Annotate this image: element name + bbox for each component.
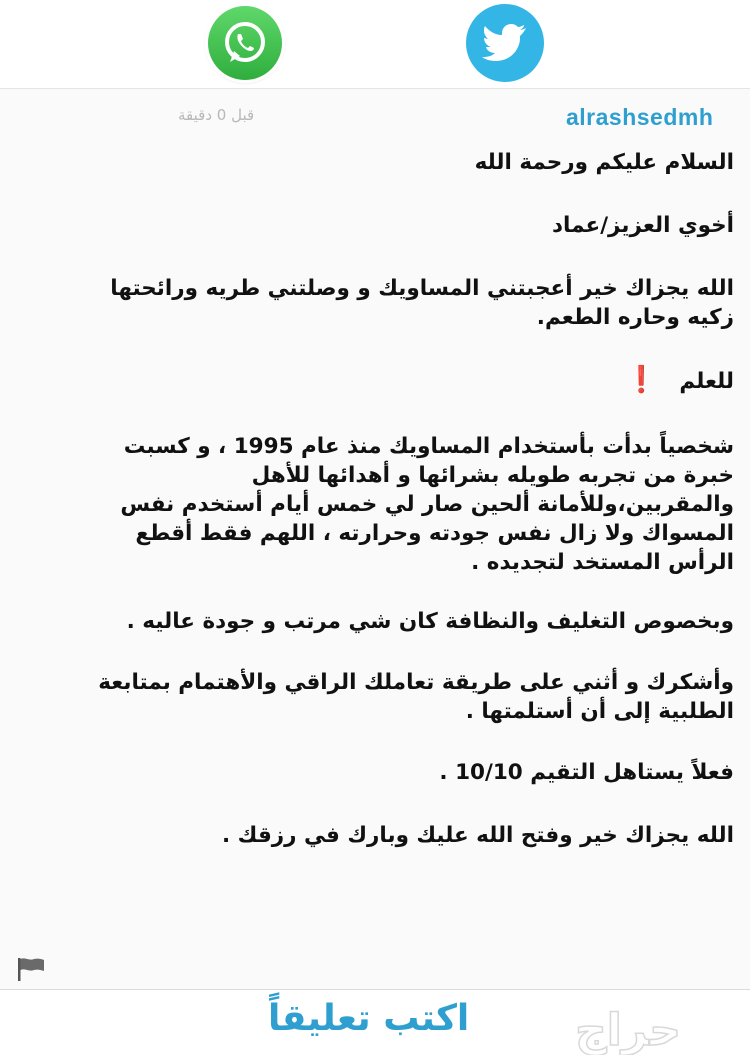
- comment-paragraph: وبخصوص التغليف والنظافة كان شي مرتب و جودة عاليه .: [126, 609, 734, 634]
- whatsapp-share-button[interactable]: [208, 6, 282, 80]
- twitter-share-button[interactable]: [466, 4, 544, 82]
- comment-paragraph: السلام عليكم ورحمة الله: [474, 150, 734, 175]
- comment-username[interactable]: alrashsedmh: [566, 104, 714, 130]
- exclamation-icon: ❗: [625, 365, 658, 395]
- share-bar: [0, 0, 750, 88]
- comment-paragraph-text: للعلم: [679, 369, 734, 394]
- flag-icon[interactable]: [16, 956, 46, 982]
- haraj-logo-text: حراج: [575, 1005, 681, 1055]
- haraj-logo: [512, 1003, 744, 1055]
- comment-body: [94, 148, 734, 850]
- comment-timestamp: قبل 0 دقيقة: [178, 106, 255, 124]
- comment-paragraph: وأشكرك و أثني على طريقة تعاملك الراقي والأهتمام بمتابعة الطلبية إلى أن أستلمتها .: [98, 670, 734, 724]
- comment-paragraph: شخصياً بدأت بأستخدام المساويك منذ عام 1995 ، و كسبت خبرة من تجربه طويله بشرائها و أهدائها للأهل والمقربين،وللأمانة ألحين صار لي خمس أيام أستخدم نفس المسواك ولا زال نفس جودته وحرارته ، اللهم فقط أقطع الرأس المستخد لتجديده .: [120, 434, 734, 575]
- twitter-icon: [482, 23, 528, 63]
- comment-paragraph: فعلاً يستاهل التقيم 10/10 .: [439, 760, 734, 785]
- comment-paragraph: الله يجزاك خير أعجبتني المساويك و وصلتني طريه ورائحتها زكيه وحاره الطعم.: [110, 276, 734, 330]
- comment-paragraph: الله يجزاك خير وفتح الله عليك وبارك في رزقك .: [222, 823, 734, 848]
- whatsapp-icon: [220, 18, 270, 68]
- comment-paragraph-notice: [94, 366, 734, 396]
- comment-paragraph: أخوي العزيز/عماد: [552, 213, 734, 238]
- write-comment-button[interactable]: اكتب تعليقاً: [268, 998, 470, 1039]
